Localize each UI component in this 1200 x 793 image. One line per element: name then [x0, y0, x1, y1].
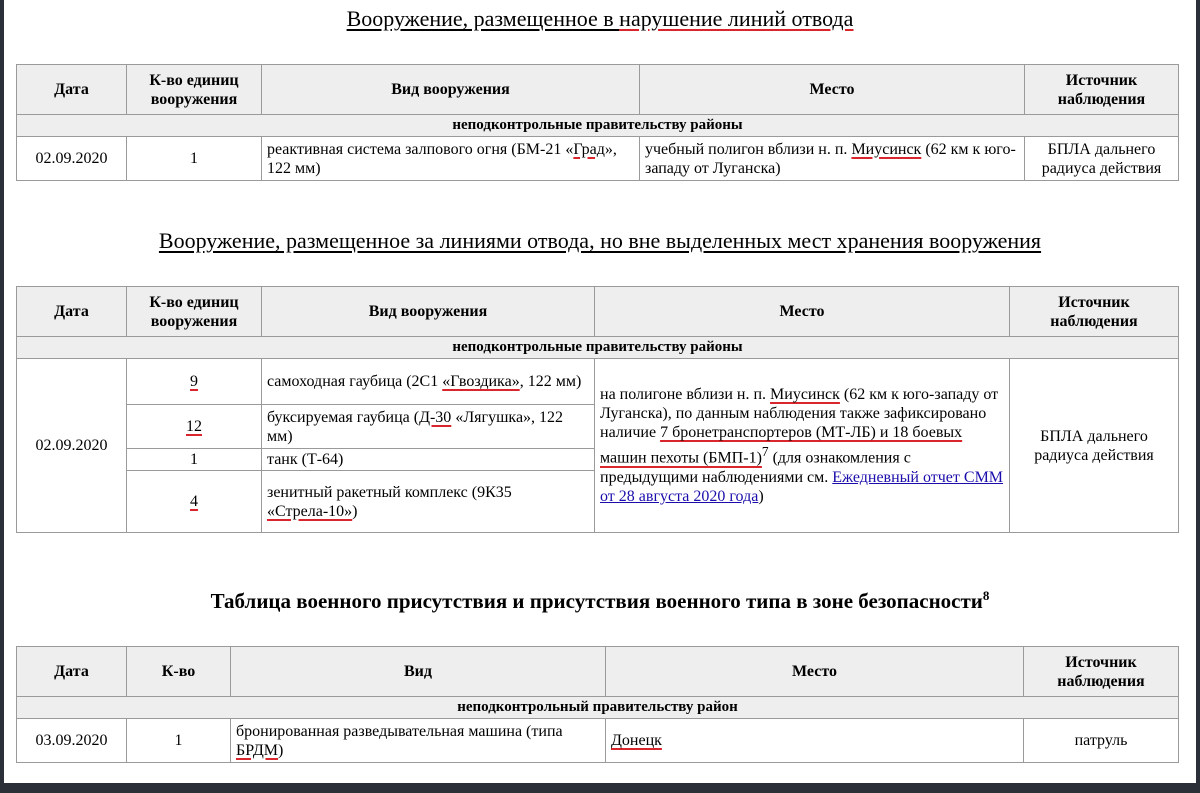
cell-place: Донецк — [606, 719, 1024, 763]
cell-count: 1 — [127, 449, 262, 471]
section2-table — [16, 286, 1179, 533]
table-row — [17, 137, 1179, 181]
subheader: неподконтрольный правительству район — [17, 697, 1179, 719]
frame-bottom — [0, 783, 1200, 793]
header-date: Дата — [17, 647, 127, 697]
cell-type: бронированная разведывательная машина (типа БРДМ) — [231, 719, 606, 763]
header-source: Источник наблюдения — [1010, 287, 1179, 337]
cell-type: реактивная система залпового огня (БМ-21 «Град», 122 мм) — [262, 137, 640, 181]
header-place: Место — [606, 647, 1024, 697]
cell-source: БПЛА дальнего радиуса действия — [1025, 137, 1179, 181]
table-header-row — [17, 65, 1179, 115]
header-count: К-во — [127, 647, 231, 697]
subheader: неподконтрольные правительству районы — [17, 337, 1179, 359]
header-place: Место — [640, 65, 1025, 115]
table-subheader-row — [17, 697, 1179, 719]
report-link[interactable]: Ежедневный отчет СММ от 28 августа 2020 года — [600, 468, 1004, 505]
header-source: Источник наблюдения — [1025, 65, 1179, 115]
table-header-row — [17, 287, 1179, 337]
section3-title: Таблица военного присутствия и присутствия военного типа в зоне безопасности$^8$ — [210, 588, 990, 613]
section1-title: Вооружение, размещенное в нарушение линий отвода — [346, 6, 854, 31]
table-row — [17, 719, 1179, 763]
cell-type: самоходная гаубица (2С1 «Гвоздика», 122 мм) — [262, 359, 595, 405]
footnote-ref: 7 — [761, 444, 769, 460]
cell-count: 1 — [127, 719, 231, 763]
cell-type: танк (Т-64) — [262, 449, 595, 471]
section1-table — [16, 64, 1179, 181]
cell-count: 12 — [127, 405, 262, 449]
header-count: К-во единиц вооружения — [127, 287, 262, 337]
section2-title: Вооружение, размещенное за линиями отвода, но вне выделенных мест хранения вооружения — [158, 228, 1042, 253]
cell-source: БПЛА дальнего радиуса действия — [1010, 359, 1179, 533]
cell-type: буксируемая гаубица (Д-30 «Лягушка», 122 мм) — [262, 405, 595, 449]
cell-date: 02.09.2020 — [17, 359, 127, 533]
cell-place: учебный полигон вблизи н. п. Миусинск (62 км к юго-западу от Луганска) — [640, 137, 1025, 181]
cell-date: 03.09.2020 — [17, 719, 127, 763]
table-header-row — [17, 647, 1179, 697]
table-subheader-row — [17, 115, 1179, 137]
cell-source: патруль — [1024, 719, 1179, 763]
header-type: Вид вооружения — [262, 65, 640, 115]
header-type: Вид — [231, 647, 606, 697]
cell-count: 4 — [127, 471, 262, 533]
subheader: неподконтрольные правительству районы — [17, 115, 1179, 137]
cell-place: на полигоне вблизи н. п. Миусинск (62 км к юго-западу от Луганска), по данным наблюдения также зафиксировано наличие 7 бронетранспортеров (МТ-ЛБ) и 18 боевых машин пехоты $(БМП-1)^7$ (для ознакомления с предыдущими наблюдениями см. Ежедневный отчет СММ от 28 августа 2020 года) — [595, 359, 1010, 533]
header-date: Дата — [17, 65, 127, 115]
cell-count: 9 — [127, 359, 262, 405]
table-subheader-row — [17, 337, 1179, 359]
header-count: К-во единиц вооружения — [127, 65, 262, 115]
header-source: Источник наблюдения — [1024, 647, 1179, 697]
section3-table — [16, 646, 1179, 763]
title-footnote: 8 — [982, 588, 990, 603]
frame-left — [0, 0, 4, 793]
cell-count: 1 — [127, 137, 262, 181]
table-row — [17, 359, 1179, 405]
cell-date: 02.09.2020 — [17, 137, 127, 181]
frame-right — [1196, 0, 1200, 793]
header-date: Дата — [17, 287, 127, 337]
header-type: Вид вооружения — [262, 287, 595, 337]
cell-type: зенитный ракетный комплекс (9К35 «Стрела-10») — [262, 471, 595, 533]
header-place: Место — [595, 287, 1010, 337]
